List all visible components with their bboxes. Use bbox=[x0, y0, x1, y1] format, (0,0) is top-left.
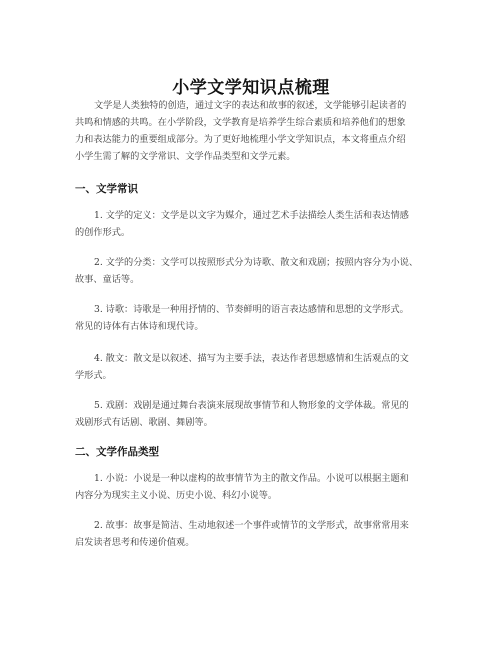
text-line: 1. 小说：小说是一种以虚构的故事情节为主的散文作品。小说可以根据主题和 bbox=[94, 473, 409, 484]
document-title: 小学文学知识点梳理 bbox=[172, 78, 330, 99]
section-heading-literary-knowledge: 一、文学常识 bbox=[75, 183, 138, 195]
list-item bbox=[75, 301, 427, 335]
text-line: 2. 故事：故事是简洁、生动地叙述一个事件或情节的文学形式，故事常常用来 bbox=[94, 520, 409, 531]
section-heading-work-types: 二、文学作品类型 bbox=[75, 446, 159, 458]
intro-paragraph bbox=[75, 97, 427, 165]
text-line: 故事、童话等。 bbox=[75, 274, 140, 285]
list-item bbox=[75, 470, 427, 504]
list-item bbox=[75, 517, 427, 551]
text-line: 常见的诗体有古体诗和现代诗。 bbox=[75, 321, 204, 332]
text-line: 文学是人类独特的创造，通过文字的表达和故事的叙述，文学能够引起读者的 bbox=[94, 100, 407, 111]
text-line: 启发读者思考和传递价值观。 bbox=[75, 537, 195, 548]
list-item bbox=[75, 207, 427, 241]
text-line: 2. 文学的分类：文学可以按照形式分为诗歌、散文和戏剧；按照内容分为小说、 bbox=[94, 257, 419, 268]
text-line: 1. 文学的定义：文学是以文字为媒介，通过艺术手法描绘人类生活和表达情感 bbox=[94, 210, 409, 221]
text-line: 4. 散文：散文是以叙述、描写为主要手法，表达作者思想感情和生活观点的文 bbox=[94, 353, 409, 364]
text-line: 3. 诗歌：诗歌是一种用抒情的、节奏鲜明的语言表达感情和思想的文学形式。 bbox=[94, 304, 409, 315]
text-line: 力和表达能力的重要组成部分。为了更好地梳理小学文学知识点，本文将重点介绍 bbox=[75, 134, 406, 145]
text-line: 内容分为现实主义小说、历史小说、科幻小说等。 bbox=[75, 490, 278, 501]
text-line: 戏剧形式有话剧、歌剧、舞剧等。 bbox=[75, 417, 213, 428]
text-line: 共鸣和情感的共鸣。在小学阶段，文学教育是培养学生综合素质和培养他们的想象 bbox=[75, 117, 406, 128]
list-item bbox=[75, 397, 427, 431]
list-item bbox=[75, 350, 427, 384]
text-line: 小学生需了解的文学常识、文学作品类型和文学元素。 bbox=[75, 151, 296, 162]
list-item bbox=[75, 254, 427, 288]
text-line: 学形式。 bbox=[75, 370, 112, 381]
text-line: 5. 戏剧：戏剧是通过舞台表演来展现故事情节和人物形象的文学体裁。常见的 bbox=[94, 400, 409, 411]
text-line: 的创作形式。 bbox=[75, 227, 131, 238]
